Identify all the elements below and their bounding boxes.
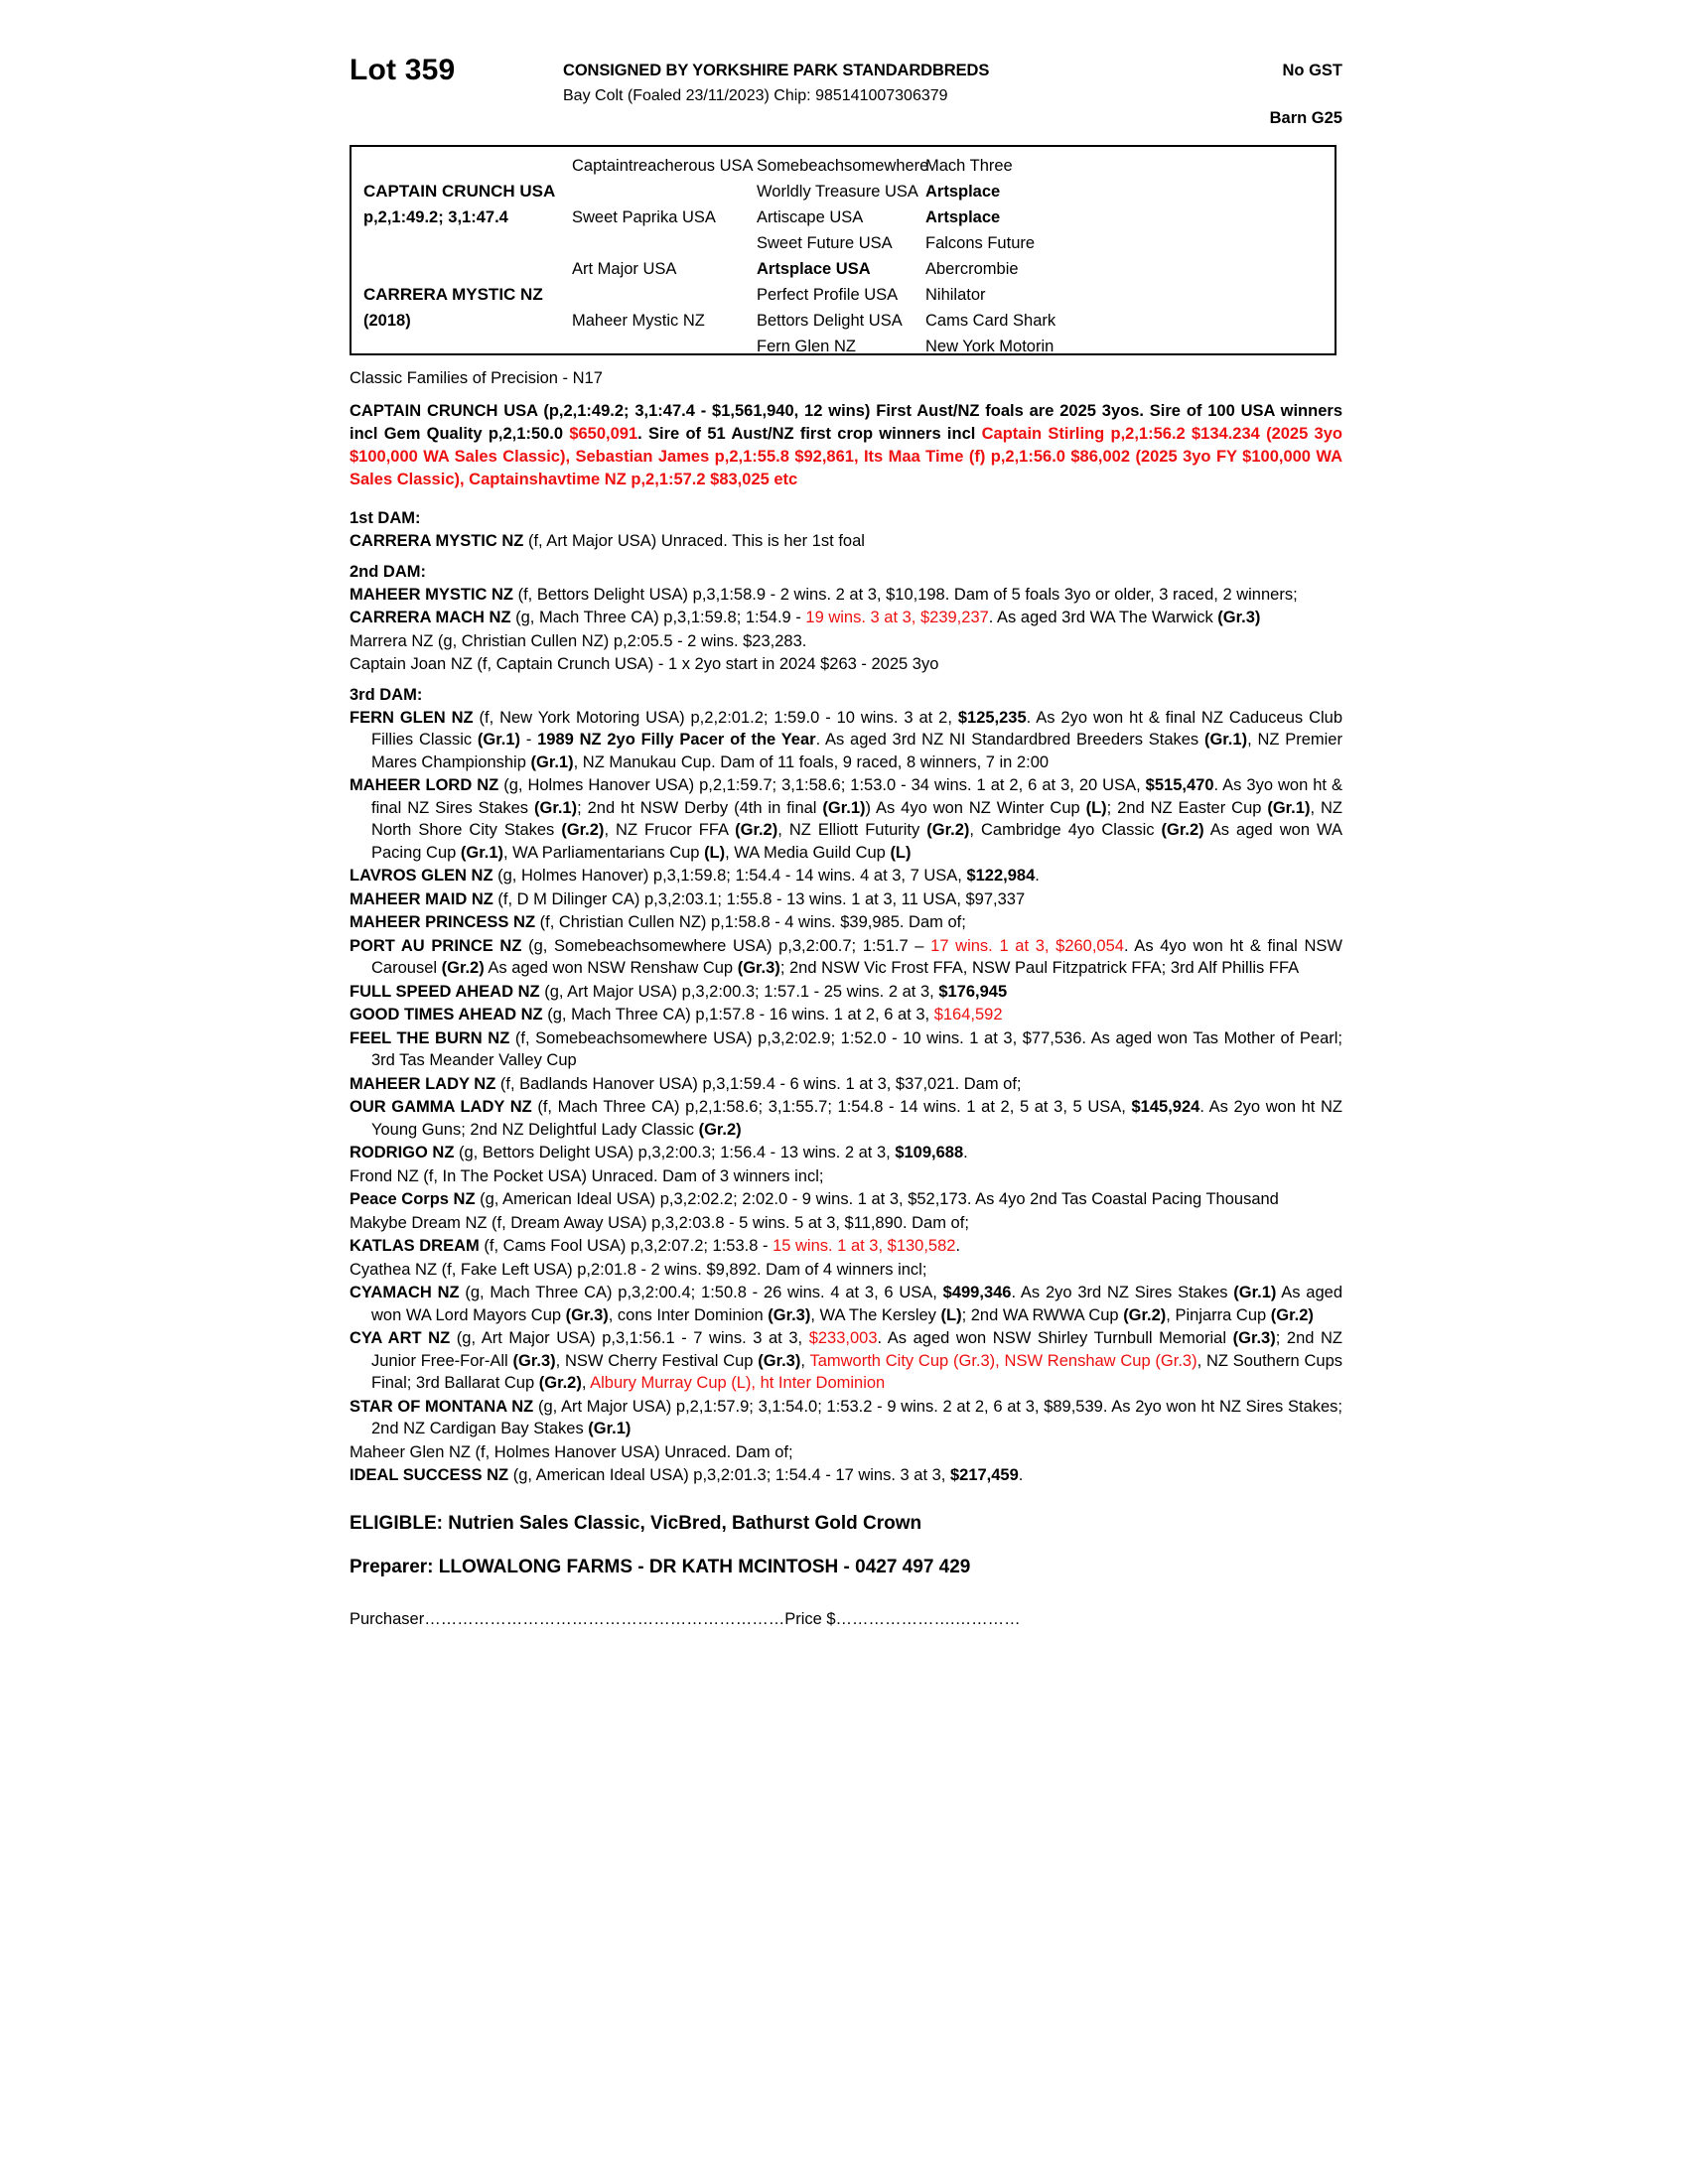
pedigree-entry: [350, 530, 1342, 553]
purchaser-line: Purchaser…………………………………………………………Price $………………….…………: [350, 1609, 1021, 1628]
text-run: (Gr.2): [1161, 821, 1204, 839]
horse-description: Bay Colt (Foaled 23/11/2023) Chip: 985141007306379: [563, 87, 948, 104]
text-run: FEEL THE BURN NZ: [350, 1028, 510, 1047]
text-run: $176,945: [938, 982, 1008, 1001]
gggp-1: Mach Three: [925, 157, 1013, 175]
gggp-3: Artsplace: [925, 208, 1001, 226]
sire-name: CAPTAIN CRUNCH USA: [363, 182, 556, 201]
text-run: (f, Badlands Hanover USA) p,3,1:59.4 - 6 wins. 1 at 3, $37,021. Dam of;: [495, 1074, 1022, 1093]
text-run: Maheer Glen NZ (f, Holmes Hanover USA) Unraced. Dam of;: [350, 1442, 793, 1461]
text-run: FULL SPEED AHEAD NZ: [350, 982, 540, 1001]
gggp-7: Cams Card Shark: [925, 312, 1056, 330]
dam-section-heading: 3rd DAM:: [350, 685, 423, 704]
text-run: PORT AU PRINCE NZ: [350, 936, 522, 955]
text-run: (g, American Ideal USA) p,3,2:01.3; 1:54.4 - 17 wins. 3 at 3,: [508, 1466, 950, 1484]
text-run: , WA Parliamentarians Cup: [503, 843, 705, 862]
pedigree-entry: [350, 1396, 1342, 1440]
preparer-line: Preparer: LLOWALONG FARMS - DR KATH MCINTOSH - 0427 497 429: [350, 1556, 971, 1577]
text-run: $217,459: [949, 1466, 1019, 1484]
text-run: CARRERA MACH NZ: [350, 609, 511, 626]
text-run: (L): [1085, 798, 1107, 817]
text-run: (g, Mach Three CA) p,3,2:00.4; 1:50.8 - 26 wins. 4 at 3, 6 USA,: [459, 1284, 943, 1301]
text-run: 15 wins. 1 at 3, $130,582: [773, 1237, 956, 1255]
ggp-8: Fern Glen NZ: [757, 338, 856, 355]
text-run: (g, Bettors Delight USA) p,3,2:00.3; 1:56.4 - 13 wins. 2 at 3,: [454, 1144, 896, 1161]
text-run: , Cambridge 4yo Classic: [969, 821, 1162, 839]
pedigree-entry: [350, 1464, 1342, 1487]
text-run: Marrera NZ (g, Christian Cullen NZ) p,2:05.5 - 2 wins. $23,283.: [350, 631, 807, 650]
text-run: (Gr.1): [1203, 731, 1248, 749]
text-run: (g, American Ideal USA) p,3,2:02.2; 2:02.0 - 9 wins. 1 at 3, $52,173. As 4yo 2nd Tas Coastal Pacing Thousand: [475, 1190, 1279, 1208]
text-run: (f, D M Dilinger CA) p,3,2:03.1; 1:55.8 - 13 wins. 1 at 3, 11 USA, $97,337: [492, 889, 1026, 908]
text-run: STAR OF MONTANA NZ: [350, 1397, 534, 1416]
text-run: (g, Mach Three CA) p,1:57.8 - 16 wins. 1 at 2, 6 at 3,: [542, 1006, 934, 1024]
text-run: , NZ Frucor FFA: [604, 821, 736, 839]
text-run: (Gr.1): [1267, 798, 1311, 817]
text-run: ,: [581, 1374, 591, 1392]
text-run: ; 2nd NZ Easter Cup: [1106, 798, 1268, 817]
text-run: ; 2nd NZ Junior Free-For-All: [371, 1329, 1343, 1370]
text-run: (Gr.1): [822, 798, 866, 817]
text-run: ; 2nd WA RWWA Cup: [961, 1305, 1124, 1324]
text-run: , Pinjarra Cup: [1166, 1305, 1271, 1324]
gggp-8: New York Motorin: [925, 338, 1055, 355]
text-run: CYAMACH NZ: [350, 1284, 460, 1301]
text-run: (Gr.2): [1123, 1305, 1167, 1324]
consignor-line: CONSIGNED BY YORKSHIRE PARK STANDARDBREDS: [563, 62, 990, 79]
pedigree-entry: [350, 1027, 1342, 1072]
text-run: CYA ART NZ: [350, 1329, 451, 1347]
sire-record: p,2,1:49.2; 3,1:47.4: [363, 208, 508, 226]
text-run: (f, Cams Fool USA) p,3,2:07.2; 1:53.8 -: [479, 1237, 774, 1255]
text-run: (Gr.3): [758, 1351, 801, 1370]
text-run: Albury Murray Cup (L), ht Inter Dominion: [590, 1374, 886, 1392]
text-run: . As 3yo won ht & final NZ Sires Stakes: [371, 776, 1342, 817]
text-run: (Gr.2): [1270, 1305, 1314, 1324]
pedigree-entry: [350, 1259, 1342, 1282]
text-run: (g, Art Major USA) p,3,2:00.3; 1:57.1 - 25 wins. 2 at 3,: [539, 982, 939, 1001]
pedigree-entry: [350, 1004, 1342, 1026]
text-run: CAPTAIN CRUNCH USA (p,2,1:49.2; 3,1:47.4 - $1,561,940, 12 wins) First Aust/NZ foals are 2025 3yos. Sire of 100 USA winners incl Gem Quality p,2,1:50.0: [350, 402, 1342, 443]
text-run: OUR GAMMA LADY NZ: [350, 1098, 532, 1116]
text-run: (Gr.1): [460, 843, 503, 862]
text-run: (Gr.1): [530, 752, 574, 771]
text-run: , NZ Southern Cups Final; 3rd Ballarat Cup: [371, 1351, 1343, 1392]
text-run: CARRERA MYSTIC NZ: [350, 532, 524, 550]
ggp-6: Perfect Profile USA: [757, 286, 899, 304]
pedigree-entry: [350, 888, 1342, 911]
pedigree-entry: [350, 707, 1342, 774]
text-run: (Gr.1): [588, 1420, 632, 1437]
barn-number: Barn G25: [1269, 109, 1342, 127]
text-run: $109,688: [895, 1144, 964, 1161]
text-run: Cyathea NZ (f, Fake Left USA) p,2:01.8 - 2 wins. $9,892. Dam of 4 winners incl;: [350, 1260, 927, 1279]
pedigree-entry: [350, 911, 1342, 934]
text-run: 17 wins. 1 at 3, $260,054: [930, 936, 1124, 955]
text-run: ) As 4yo won NZ Winter Cup: [865, 798, 1086, 817]
gst-note: No GST: [1282, 62, 1342, 79]
text-run: (Gr.2): [538, 1374, 582, 1392]
text-run: IDEAL SUCCESS NZ: [350, 1466, 509, 1484]
pedigree-entry: [350, 630, 1342, 653]
dam-section-heading: 1st DAM:: [350, 509, 421, 527]
gggp-6: Nihilator: [925, 286, 986, 304]
text-run: (g, Mach Three CA) p,3,1:59.8; 1:54.9 -: [510, 609, 806, 626]
text-run: Captain Stirling p,2,1:56.2 $134.234 (2025 3yo $100,000 WA Sales Classic), Sebastian James p,2,1:55.8 $92,861, Its Maa Time (f) p,2,1:56.0 $86,002 (2025 3yo FY $100,000 WA Sales Classic), Captainshavtime NZ p,2,1:57.2 $83,025 etc: [350, 425, 1342, 488]
pedigree-entry: [350, 1188, 1342, 1211]
text-run: . As aged 3rd NZ NI Standardbred Breeders Stakes: [815, 731, 1204, 749]
pedigree-table: [350, 145, 1336, 355]
text-run: As aged won WA Pacing Cup: [371, 821, 1343, 862]
pedigree-entry: [350, 1165, 1342, 1188]
pedigree-entry: [350, 1327, 1342, 1395]
pedigree-entry: [350, 935, 1342, 980]
sire-blurb: [350, 400, 1342, 491]
text-run: . As aged won NSW Shirley Turnbull Memorial: [877, 1329, 1233, 1347]
text-run: LAVROS GLEN NZ: [350, 867, 493, 885]
text-run: (f, Mach Three CA) p,2,1:58.6; 3,1:55.7; 1:54.8 - 14 wins. 1 at 2, 5 at 3, 5 USA,: [531, 1098, 1132, 1116]
text-run: FERN GLEN NZ: [350, 708, 474, 727]
text-run: $164,592: [933, 1006, 1003, 1024]
text-run: As aged won NSW Renshaw Cup: [484, 959, 738, 977]
pedigree-entry: [350, 774, 1342, 864]
text-run: $122,984: [966, 867, 1036, 885]
text-run: . As 2yo 3rd NZ Sires Stakes: [1011, 1284, 1234, 1301]
text-run: ; 2nd NSW Vic Frost FFA, NSW Paul Fitzpatrick FFA; 3rd Alf Phillis FFA: [779, 959, 1300, 977]
text-run: MAHEER MAID NZ: [350, 889, 493, 908]
text-run: (f, Bettors Delight USA) p,3,1:58.9 - 2 wins. 2 at 3, $10,198. Dam of 5 foals 3yo or older, 3 raced, 2 winners;: [513, 585, 1298, 604]
text-run: Captain Joan NZ (f, Captain Crunch USA) - 1 x 2yo start in 2024 $263 - 2025 3yo: [350, 655, 939, 673]
text-run: GOOD TIMES AHEAD NZ: [350, 1006, 543, 1024]
text-run: $650,091: [569, 425, 638, 443]
gggp-2: Artsplace: [925, 183, 1001, 201]
dam-name: CARRERA MYSTIC NZ: [363, 285, 543, 304]
text-run: MAHEER MYSTIC NZ: [350, 585, 513, 604]
text-run: , WA The Kersley: [810, 1305, 941, 1324]
text-run: . Sire of 51 Aust/NZ first crop winners incl: [637, 425, 982, 443]
text-run: $515,470: [1145, 776, 1214, 794]
pedigree-entry: [350, 981, 1342, 1004]
gggp-5: Abercrombie: [925, 260, 1019, 278]
dam-section-heading: 2nd DAM:: [350, 562, 426, 581]
text-run: (Gr.2): [926, 821, 970, 839]
grandsire-maternal: Art Major USA: [572, 260, 677, 278]
text-run: . As 2yo won ht NZ Young Guns; 2nd NZ Delightful Lady Classic: [371, 1098, 1343, 1139]
pedigree-entry: [350, 1073, 1342, 1096]
lot-number: Lot 359: [350, 54, 456, 86]
pedigree-entry: [350, 607, 1342, 629]
text-run: (g, Art Major USA) p,3,1:56.1 - 7 wins. 3 at 3,: [450, 1329, 809, 1347]
text-run: , NZ Elliott Futurity: [777, 821, 927, 839]
text-run: Makybe Dream NZ (f, Dream Away USA) p,3,2:03.8 - 5 wins. 5 at 3, $11,890. Dam of;: [350, 1213, 969, 1232]
text-run: , cons Inter Dominion: [608, 1305, 769, 1324]
text-run: 1989 NZ 2yo Filly Pacer of the Year: [537, 731, 816, 749]
text-run: (Gr.3): [1232, 1329, 1276, 1347]
family-line: Classic Families of Precision - N17: [350, 369, 603, 387]
text-run: (g, Holmes Hanover USA) p,2,1:59.7; 3,1:58.6; 1:53.0 - 34 wins. 1 at 2, 6 at 3, 20 USA,: [498, 776, 1146, 794]
text-run: (Gr.1): [477, 731, 521, 749]
pedigree-entry: [350, 1142, 1342, 1164]
text-run: . As aged 3rd WA The Warwick: [988, 609, 1218, 626]
ggp-4: Sweet Future USA: [757, 234, 893, 252]
text-run: Tamworth City Cup (Gr.3), NSW Renshaw Cup (Gr.3): [809, 1351, 1197, 1370]
text-run: Frond NZ (f, In The Pocket USA) Unraced. Dam of 3 winners incl;: [350, 1166, 824, 1185]
text-run: .: [955, 1237, 961, 1255]
text-run: (g, Art Major USA) p,2,1:57.9; 3,1:54.0; 1:53.2 - 9 wins. 2 at 2, 6 at 3, $89,539. As 2yo won ht NZ Sires Stakes; 2nd NZ Cardigan Bay Stakes: [371, 1397, 1343, 1437]
pedigree-entry: [350, 653, 1342, 676]
text-run: (Gr.2): [561, 821, 605, 839]
text-run: $233,003: [808, 1329, 878, 1347]
ggp-7: Bettors Delight USA: [757, 312, 903, 330]
text-run: (Gr.1): [1233, 1284, 1277, 1301]
pedigree-entry: [350, 584, 1342, 607]
text-run: , NZ North Shore City Stakes: [371, 798, 1342, 839]
pedigree-entry: [350, 1235, 1342, 1258]
text-run: .: [963, 1144, 968, 1161]
text-run: MAHEER PRINCESS NZ: [350, 913, 536, 931]
text-run: , NZ Premier Mares Championship: [371, 731, 1342, 771]
text-run: (L): [940, 1305, 962, 1324]
ggp-3: Artiscape USA: [757, 208, 864, 226]
pedigree-sections: [350, 509, 1342, 1487]
pedigree-entry: [350, 1212, 1342, 1235]
text-run: As aged won WA Lord Mayors Cup: [371, 1284, 1342, 1324]
grandsire-paternal: Captaintreacherous USA: [572, 157, 754, 175]
text-run: , NZ Manukau Cup. Dam of 11 foals, 9 raced, 8 winners, 7 in 2:00: [573, 752, 1050, 771]
page-content: [350, 48, 1342, 1629]
text-run: (L): [704, 843, 726, 862]
text-run: (Gr.3): [565, 1305, 609, 1324]
granddam-paternal: Sweet Paprika USA: [572, 208, 716, 226]
pedigree-entry: [350, 1096, 1342, 1141]
text-run: (Gr.3): [768, 1305, 811, 1324]
text-run: (Gr.1): [533, 798, 578, 817]
text-run: .: [1018, 1466, 1024, 1484]
text-run: ; 2nd ht NSW Derby (4th in final: [577, 798, 823, 817]
text-run: RODRIGO NZ: [350, 1144, 455, 1161]
gggp-4: Falcons Future: [925, 234, 1036, 252]
text-run: $145,924: [1131, 1098, 1200, 1116]
ggp-5: Artsplace USA: [757, 260, 871, 278]
text-run: (g, Somebeachsomewhere USA) p,3,2:00.7; 1:51.7 –: [521, 936, 931, 955]
text-run: (Gr.2): [441, 959, 485, 977]
pedigree-entry: [350, 1441, 1342, 1464]
text-run: 19 wins. 3 at 3, $239,237: [805, 609, 989, 626]
page-header: [350, 48, 1342, 139]
ggp-1: Somebeachsomewhere: [757, 157, 929, 175]
text-run: , WA Media Guild Cup: [725, 843, 891, 862]
eligible-line: ELIGIBLE: Nutrien Sales Classic, VicBred, Bathurst Gold Crown: [350, 1512, 922, 1534]
pedigree-entry: [350, 1282, 1342, 1326]
text-run: KATLAS DREAM: [350, 1237, 480, 1255]
text-run: (g, Holmes Hanover) p,3,1:59.8; 1:54.4 - 14 wins. 4 at 3, 7 USA,: [492, 867, 967, 885]
text-run: -: [520, 731, 538, 749]
dam-year: (2018): [363, 312, 411, 330]
text-run: (Gr.2): [735, 821, 778, 839]
text-run: (f, Art Major USA) Unraced. This is her 1st foal: [523, 532, 865, 550]
text-run: (Gr.2): [698, 1120, 742, 1139]
text-run: $125,235: [957, 708, 1027, 727]
granddam-maternal: Maheer Mystic NZ: [572, 312, 705, 330]
text-run: $499,346: [942, 1284, 1012, 1301]
text-run: (Gr.3): [1217, 609, 1261, 626]
ggp-2: Worldly Treasure USA: [757, 183, 918, 201]
text-run: (f, Somebeachsomewhere USA) p,3,2:02.9; 1:52.0 - 10 wins. 1 at 3, $77,536. As aged won Tas Mother of Pearl; 3rd Tas Meander Valley Cup: [371, 1028, 1343, 1069]
text-run: (f, Christian Cullen NZ) p,1:58.8 - 4 wins. $39,985. Dam of;: [535, 913, 966, 931]
text-run: (Gr.3): [512, 1351, 556, 1370]
text-run: Peace Corps NZ: [350, 1190, 476, 1208]
text-run: (L): [890, 843, 912, 862]
text-run: MAHEER LORD NZ: [350, 776, 499, 794]
text-run: . As 4yo won ht & final NSW Carousel: [371, 936, 1342, 977]
pedigree-entry: [350, 865, 1342, 887]
text-run: ,: [800, 1351, 810, 1370]
text-run: MAHEER LADY NZ: [350, 1074, 496, 1093]
text-run: , NSW Cherry Festival Cup: [555, 1351, 759, 1370]
text-run: . As 2yo won ht & final NZ Caduceus Club Fillies Classic: [371, 708, 1342, 749]
text-run: .: [1035, 867, 1040, 885]
text-run: (Gr.3): [737, 959, 780, 977]
text-run: (f, New York Motoring USA) p,2,2:01.2; 1:59.0 - 10 wins. 3 at 2,: [473, 708, 958, 727]
